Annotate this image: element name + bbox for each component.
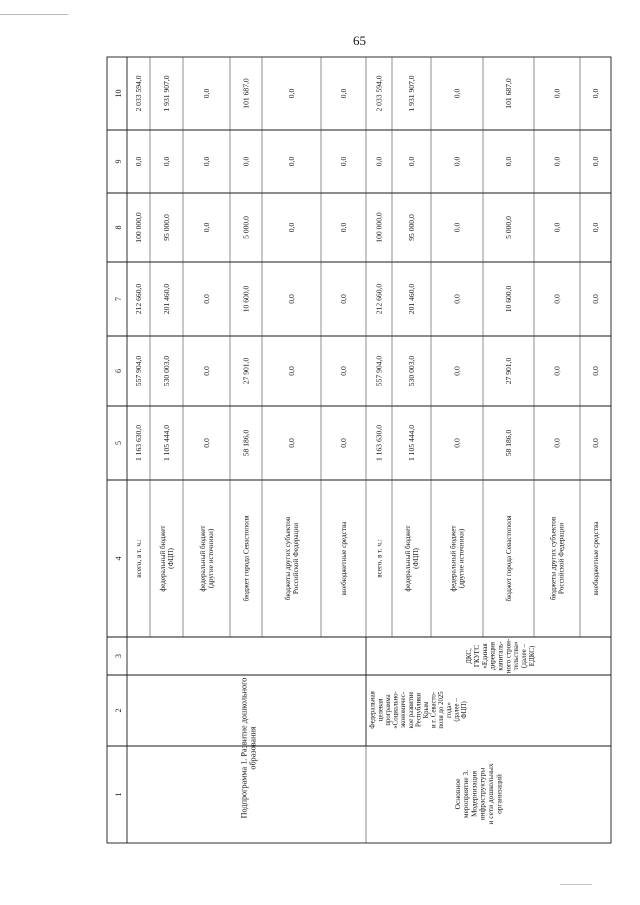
value-cell-line: 27 901,0: [241, 357, 251, 385]
value-cell: [375, 212, 384, 243]
page-number: 65: [353, 33, 366, 48]
column-header-7-line: 7: [113, 297, 123, 301]
value-cell: [553, 157, 562, 167]
column-header-8: [114, 226, 123, 230]
value-cell: [339, 294, 348, 304]
value-cell: [504, 78, 513, 109]
executor-label-line: ного строи-: [504, 638, 513, 674]
measure-label-line: инфраструктуры: [477, 767, 487, 821]
value-cell-line: 0,0: [591, 222, 601, 233]
source-label: [592, 521, 600, 596]
value-cell-line: 557 904,0: [134, 355, 144, 387]
value-cell: [287, 438, 296, 448]
value-cell-line: 0,0: [452, 294, 462, 304]
value-cell-line: 0,0: [591, 88, 601, 99]
value-cell: [242, 216, 251, 239]
value-cell: [504, 430, 513, 457]
value-cell-line: 5 000,0: [504, 216, 514, 239]
value-cell-line: 0,0: [552, 156, 562, 167]
value-cell: [339, 223, 348, 233]
value-cell: [553, 223, 562, 233]
program-label-line: экономичес-: [400, 691, 408, 729]
value-cell: [242, 157, 251, 167]
value-cell-line: 0,0: [202, 88, 212, 99]
value-cell-line: 27 901,0: [504, 357, 514, 385]
value-cell-line: 201 460,0: [162, 283, 172, 315]
value-cell-line: 0,0: [241, 156, 251, 167]
value-cell-line: 58 186,0: [504, 429, 514, 457]
program-label-line: (далее –: [453, 698, 461, 722]
value-cell-line: 557 904,0: [374, 355, 384, 387]
value-cell: [504, 286, 513, 313]
executor-label-line: ДКС,: [465, 648, 474, 664]
value-cell: [453, 438, 462, 448]
value-cell: [591, 294, 600, 304]
value-cell-line: 1 931 907,0: [407, 75, 417, 112]
value-cell-line: 0,0: [162, 156, 172, 167]
value-cell-line: 0,0: [339, 438, 349, 448]
column-header-6: [114, 369, 123, 373]
value-cell: [407, 356, 416, 387]
value-cell-line: 0,0: [339, 366, 349, 376]
value-cell: [242, 430, 251, 457]
source-label-line: бюджет города Севастополя: [505, 515, 514, 602]
value-cell: [287, 89, 296, 99]
value-cell-line: 0,0: [452, 438, 462, 448]
value-cell: [504, 157, 513, 167]
value-cell-line: 0,0: [202, 222, 212, 233]
column-header-7: [114, 297, 123, 301]
column-header-4-line: 4: [113, 556, 123, 561]
value-cell-line: 212 660,0: [374, 283, 384, 315]
source-label-line: бюджеты других субъектов: [283, 516, 292, 601]
value-cell-line: 0,0: [134, 156, 144, 167]
value-cell-line: 0,0: [552, 222, 562, 233]
column-header-5-line: 5: [113, 441, 123, 445]
value-cell: [202, 294, 211, 304]
table-frame: [107, 57, 611, 843]
value-cell: [407, 425, 416, 461]
program-label-line: и г. Севасто-: [430, 691, 438, 729]
value-cell: [134, 212, 143, 243]
source-label-line: всего, в т. ч.:: [375, 539, 384, 578]
value-cell-line: 0,0: [452, 156, 462, 167]
value-cell-line: 201 460,0: [407, 283, 417, 315]
value-cell: [242, 286, 251, 313]
value-cell: [504, 216, 513, 239]
program-label-line: целевая: [377, 698, 385, 722]
source-label: [404, 525, 420, 592]
column-header-4: [114, 557, 123, 561]
column-header-2-line: 2: [113, 708, 123, 713]
subprogram-title-line: Подпрограмма 1. Развитие дошкольного: [239, 677, 249, 819]
value-cell: [407, 157, 416, 167]
value-cell-line: 0,0: [287, 156, 297, 167]
column-header-6-line: 6: [113, 369, 123, 373]
value-cell-line: 530 003,0: [162, 355, 172, 387]
value-cell-line: 0,0: [202, 438, 212, 448]
value-cell: [453, 294, 462, 304]
measure-label-line: мероприятие 3.: [461, 769, 471, 819]
value-cell: [591, 157, 600, 167]
value-cell-line: 0,0: [452, 88, 462, 99]
value-cell-line: 10 600,0: [504, 285, 514, 313]
value-cell-line: 0,0: [339, 294, 349, 304]
source-label: [449, 525, 465, 592]
source-label-line: федеральный бюджет: [449, 525, 458, 592]
executor-label-line: «Единая: [480, 643, 489, 669]
column-header-3: [114, 654, 123, 658]
value-cell: [591, 366, 600, 376]
measure-label: [453, 763, 503, 824]
value-cell-line: 1 163 630,0: [374, 424, 384, 462]
value-cell: [134, 284, 143, 315]
source-label-line: федеральный бюджет: [158, 525, 167, 592]
value-cell: [375, 75, 384, 111]
program-label-line: поля до 2025: [438, 691, 446, 729]
source-label-line: бюджеты других субъектов: [549, 516, 558, 601]
value-cell-line: 10 600,0: [241, 285, 251, 313]
measure-label-line: Модернизация: [469, 770, 479, 818]
value-cell-line: 0,0: [591, 366, 601, 376]
program-label-line: кое развитие: [407, 691, 415, 729]
value-cell: [162, 75, 171, 111]
source-label: [243, 515, 251, 602]
column-header-1-line: 1: [113, 792, 123, 797]
column-header-10: [114, 90, 123, 98]
source-label: [135, 539, 143, 578]
value-cell: [553, 366, 562, 376]
value-cell: [162, 157, 171, 167]
source-label-line: федеральный бюджет: [198, 525, 207, 592]
column-header-3-line: 3: [113, 654, 123, 658]
value-cell-line: 95 000,0: [407, 214, 417, 241]
source-label: [549, 516, 565, 600]
column-header-9: [114, 160, 123, 164]
executor-label-line: тельства»: [512, 641, 521, 671]
column-header-9-line: 9: [113, 159, 123, 164]
executor-label-line: ГКУГС: [472, 644, 481, 668]
source-label-line: внебюджетные средства: [592, 521, 601, 596]
value-cell: [242, 78, 251, 109]
program-label-line: Федеральная: [369, 691, 377, 729]
value-cell: [287, 366, 296, 376]
source-label-line: (ФЦП): [167, 548, 176, 569]
value-cell: [453, 157, 462, 167]
source-label: [376, 539, 384, 578]
program-label-line: ФЦП): [461, 701, 469, 719]
value-cell-line: 0,0: [202, 366, 212, 376]
value-cell: [339, 157, 348, 167]
measure-label-line: Основное: [452, 778, 462, 810]
value-cell-line: 0,0: [287, 222, 297, 233]
value-cell-line: 0,0: [287, 88, 297, 99]
column-header-5: [114, 441, 123, 445]
value-cell-line: 0,0: [552, 88, 562, 99]
value-cell-line: 2 033 594,0: [374, 75, 384, 112]
value-cell-line: 530 003,0: [407, 355, 417, 387]
value-cell: [134, 425, 143, 461]
value-cell: [375, 284, 384, 315]
value-cell-line: 1 163 630,0: [134, 424, 144, 462]
value-cell: [134, 75, 143, 111]
value-cell-line: 0,0: [287, 438, 297, 448]
value-cell: [407, 284, 416, 315]
value-cell-line: 58 186,0: [241, 429, 251, 457]
source-label: [284, 516, 300, 600]
source-label-line: (ФЦП): [412, 548, 421, 569]
value-cell-line: 0,0: [202, 294, 212, 304]
value-cell: [162, 425, 171, 461]
column-header-1: [114, 793, 123, 797]
value-cell-line: 101 687,0: [504, 78, 514, 109]
value-cell-line: 101 687,0: [241, 78, 251, 109]
value-cell-line: 0,0: [339, 222, 349, 233]
value-cell-line: 0,0: [452, 366, 462, 376]
value-cell-line: 0,0: [552, 294, 562, 304]
source-label: [340, 521, 348, 596]
program-label-line: программа: [384, 694, 392, 726]
value-cell-line: 0,0: [202, 156, 212, 167]
value-cell-line: 1 105 444,0: [407, 424, 417, 462]
value-cell-line: 100 000,0: [134, 212, 144, 243]
executor-label-line: ЕДКС): [527, 645, 536, 667]
column-header-8-line: 8: [113, 225, 123, 230]
source-label-line: бюджет города Севастополя: [242, 515, 251, 602]
executor-label: [465, 638, 536, 673]
program-label-line: года»: [445, 702, 453, 718]
value-cell-line: 0,0: [339, 88, 349, 99]
value-cell-line: 0,0: [552, 438, 562, 448]
value-cell-line: 0,0: [407, 156, 417, 167]
value-cell: [339, 366, 348, 376]
source-label-line: (другие источники): [207, 528, 216, 589]
executor-label-line: (далее –: [519, 643, 528, 669]
value-cell-line: 0,0: [552, 366, 562, 376]
value-cell: [375, 425, 384, 461]
source-label: [505, 515, 513, 602]
column-header-10-line: 10: [113, 89, 123, 98]
value-cell: [553, 438, 562, 448]
value-cell-line: 1 105 444,0: [162, 424, 172, 462]
value-cell: [339, 89, 348, 99]
value-cell: [553, 89, 562, 99]
source-label: [199, 525, 215, 592]
source-label-line: федеральный бюджет: [403, 525, 412, 592]
source-label-line: (другие источники): [457, 528, 466, 589]
value-cell: [453, 223, 462, 233]
executor-label-line: дирекция: [488, 641, 497, 671]
value-cell-line: 2 033 594,0: [134, 75, 144, 112]
value-cell-line: 95 000,0: [162, 214, 172, 241]
column-header-2: [114, 709, 123, 713]
value-cell: [453, 366, 462, 376]
value-cell-line: 0,0: [452, 222, 462, 233]
value-cell-line: 0,0: [591, 294, 601, 304]
value-cell: [591, 89, 600, 99]
value-cell: [287, 294, 296, 304]
value-cell: [407, 214, 416, 241]
value-cell: [202, 89, 211, 99]
value-cell: [162, 284, 171, 315]
measure-label-line: организаций: [494, 774, 504, 814]
measure-label-line: и сети дошкольных: [486, 763, 496, 825]
value-cell: [202, 366, 211, 376]
value-cell: [453, 89, 462, 99]
value-cell-line: 0,0: [591, 438, 601, 448]
value-cell-line: 0,0: [339, 156, 349, 167]
value-cell-line: 1 931 907,0: [162, 75, 172, 112]
scan-edge-mark: [560, 884, 592, 885]
source-label-line: всего, в т. ч.:: [135, 539, 144, 578]
value-cell: [162, 214, 171, 241]
subprogram-title: [239, 678, 257, 819]
value-cell: [553, 294, 562, 304]
value-cell: [287, 157, 296, 167]
value-cell: [339, 438, 348, 448]
value-cell: [504, 358, 513, 385]
value-cell-line: 100 000,0: [374, 212, 384, 243]
value-cell-line: 0,0: [374, 156, 384, 167]
value-cell-line: 0,0: [591, 156, 601, 167]
value-cell: [134, 157, 143, 167]
program-label: [370, 691, 468, 729]
value-cell: [591, 223, 600, 233]
value-cell-line: 212 660,0: [134, 283, 144, 315]
value-cell-line: 0,0: [287, 366, 297, 376]
value-cell: [591, 438, 600, 448]
program-label-line: «Социально-: [392, 691, 400, 729]
program-label-line: Республики: [415, 692, 423, 728]
value-cell: [134, 356, 143, 387]
value-cell: [375, 157, 384, 167]
source-label-line: Российской Федерации: [557, 522, 566, 595]
source-label: [159, 525, 175, 592]
value-cell-line: 0,0: [287, 294, 297, 304]
value-cell: [407, 75, 416, 111]
value-cell-line: 5 000,0: [241, 216, 251, 239]
value-cell: [202, 223, 211, 233]
value-cell: [202, 157, 211, 167]
source-label-line: внебюджетные средства: [340, 521, 349, 596]
source-label-line: Российской Федерации: [292, 522, 301, 595]
subprogram-title-line: образования: [248, 726, 258, 770]
executor-label-line: капиталь-: [496, 641, 505, 671]
value-cell: [242, 358, 251, 385]
value-cell: [375, 356, 384, 387]
value-cell: [202, 438, 211, 448]
value-cell: [162, 356, 171, 387]
value-cell: [287, 223, 296, 233]
value-cell-line: 0,0: [504, 156, 514, 167]
program-label-line: Крым: [423, 701, 430, 719]
